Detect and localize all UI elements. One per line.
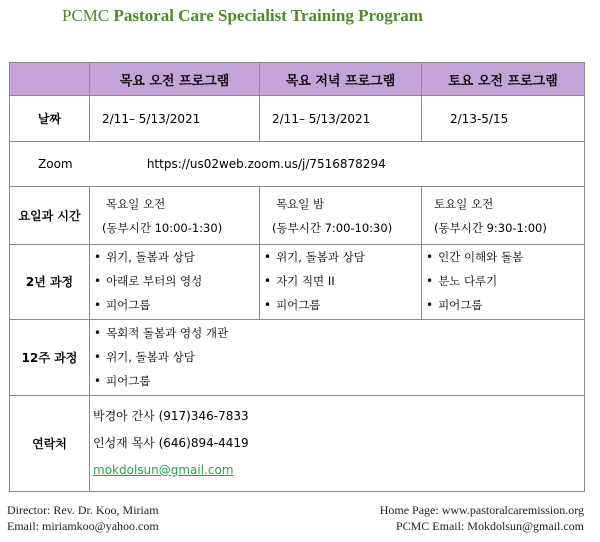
list-item: • 피어그룹 [94, 369, 584, 393]
twelve-week-cell [90, 319, 585, 395]
date-cell: 2/11– 5/13/2021 [90, 96, 260, 142]
schedule-label: 요일과 시간 [10, 187, 90, 245]
date-cell: 2/11– 5/13/2021 [260, 96, 422, 142]
list-item: • 피어그룹 [426, 293, 584, 317]
schedule-cell [90, 187, 260, 245]
two-year-row [10, 245, 585, 319]
schedule-cell [260, 187, 422, 245]
schedule-time: (동부시간 7:00-10:30) [272, 220, 393, 235]
list-item: • 자기 직면 II [264, 269, 421, 293]
contact-line: 인성재 목사 (646)894-4419 [93, 435, 249, 450]
date-row [10, 96, 585, 142]
list-item: • 위기, 돌봄과 상담 [94, 345, 584, 369]
two-year-label: 2년 과정 [10, 245, 90, 319]
list-item: • 분노 다루기 [426, 269, 584, 293]
list-item: • 인간 이해와 돌봄 [426, 245, 584, 269]
two-year-cell [422, 245, 585, 319]
course-list [90, 321, 584, 393]
director-email: Email: miriamkoo@yahoo.com [7, 519, 159, 533]
column-header-thu-am: 목요 오전 프로그램 [90, 63, 260, 96]
org-name: PCMC [62, 6, 110, 25]
page-title [62, 6, 423, 26]
date-cell: 2/13-5/15 [422, 96, 585, 142]
zoom-row [10, 142, 585, 187]
schedule-day: 목요일 밤 [276, 196, 325, 211]
contact-cell [90, 395, 585, 491]
two-year-cell [90, 245, 260, 319]
pcmc-email-text: PCMC Email: Mokdolsun@gmail.com [395, 519, 584, 533]
contact-line: 박경아 간사 (917)346-7833 [93, 408, 249, 423]
contact-email-link[interactable]: mokdolsun@gmail.com [93, 462, 234, 477]
course-list [90, 245, 259, 317]
column-header-sat-am: 토요 오전 프로그램 [422, 63, 585, 96]
list-item: • 목회적 돌봄과 영성 개관 [94, 321, 584, 345]
zoom-url[interactable]: https://us02web.zoom.us/j/7516878294 [146, 157, 386, 172]
schedule-time: (동부시간 10:00-1:30) [102, 220, 223, 235]
course-list [260, 245, 421, 317]
schedule-time: (동부시간 9:30-1:00) [434, 220, 547, 235]
twelve-week-row [10, 319, 585, 395]
list-item: • 위기, 돌봄과 상담 [94, 245, 259, 269]
date-label: 날짜 [10, 96, 90, 142]
two-year-cell [260, 245, 422, 319]
list-item: • 위기, 돌봄과 상담 [264, 245, 421, 269]
list-item: • 아래로 부터의 영성 [94, 269, 259, 293]
twelve-week-label: 12주 과정 [10, 319, 90, 395]
contact-row [10, 395, 585, 491]
program-table [9, 62, 585, 492]
schedule-cell [422, 187, 585, 245]
list-item: • 피어그룹 [94, 293, 259, 317]
course-list [422, 245, 584, 317]
column-header-thu-pm: 목요 저녁 프로그램 [260, 63, 422, 96]
program-title: Pastoral Care Specialist Training Program [113, 6, 423, 25]
schedule-row [10, 187, 585, 245]
zoom-label: Zoom [38, 157, 73, 172]
list-item: • 피어그룹 [264, 293, 421, 317]
zoom-cell [10, 142, 585, 187]
schedule-day: 토요일 오전 [434, 196, 494, 211]
corner-cell [10, 63, 90, 96]
contact-label: 연락처 [10, 395, 90, 491]
director-name: Director: Rev. Dr. Koo, Miriam [7, 503, 159, 517]
homepage-text: Home Page: www.pastoralcaremission.org [379, 503, 584, 517]
schedule-day: 목요일 오전 [106, 196, 166, 211]
header-row [10, 63, 585, 96]
